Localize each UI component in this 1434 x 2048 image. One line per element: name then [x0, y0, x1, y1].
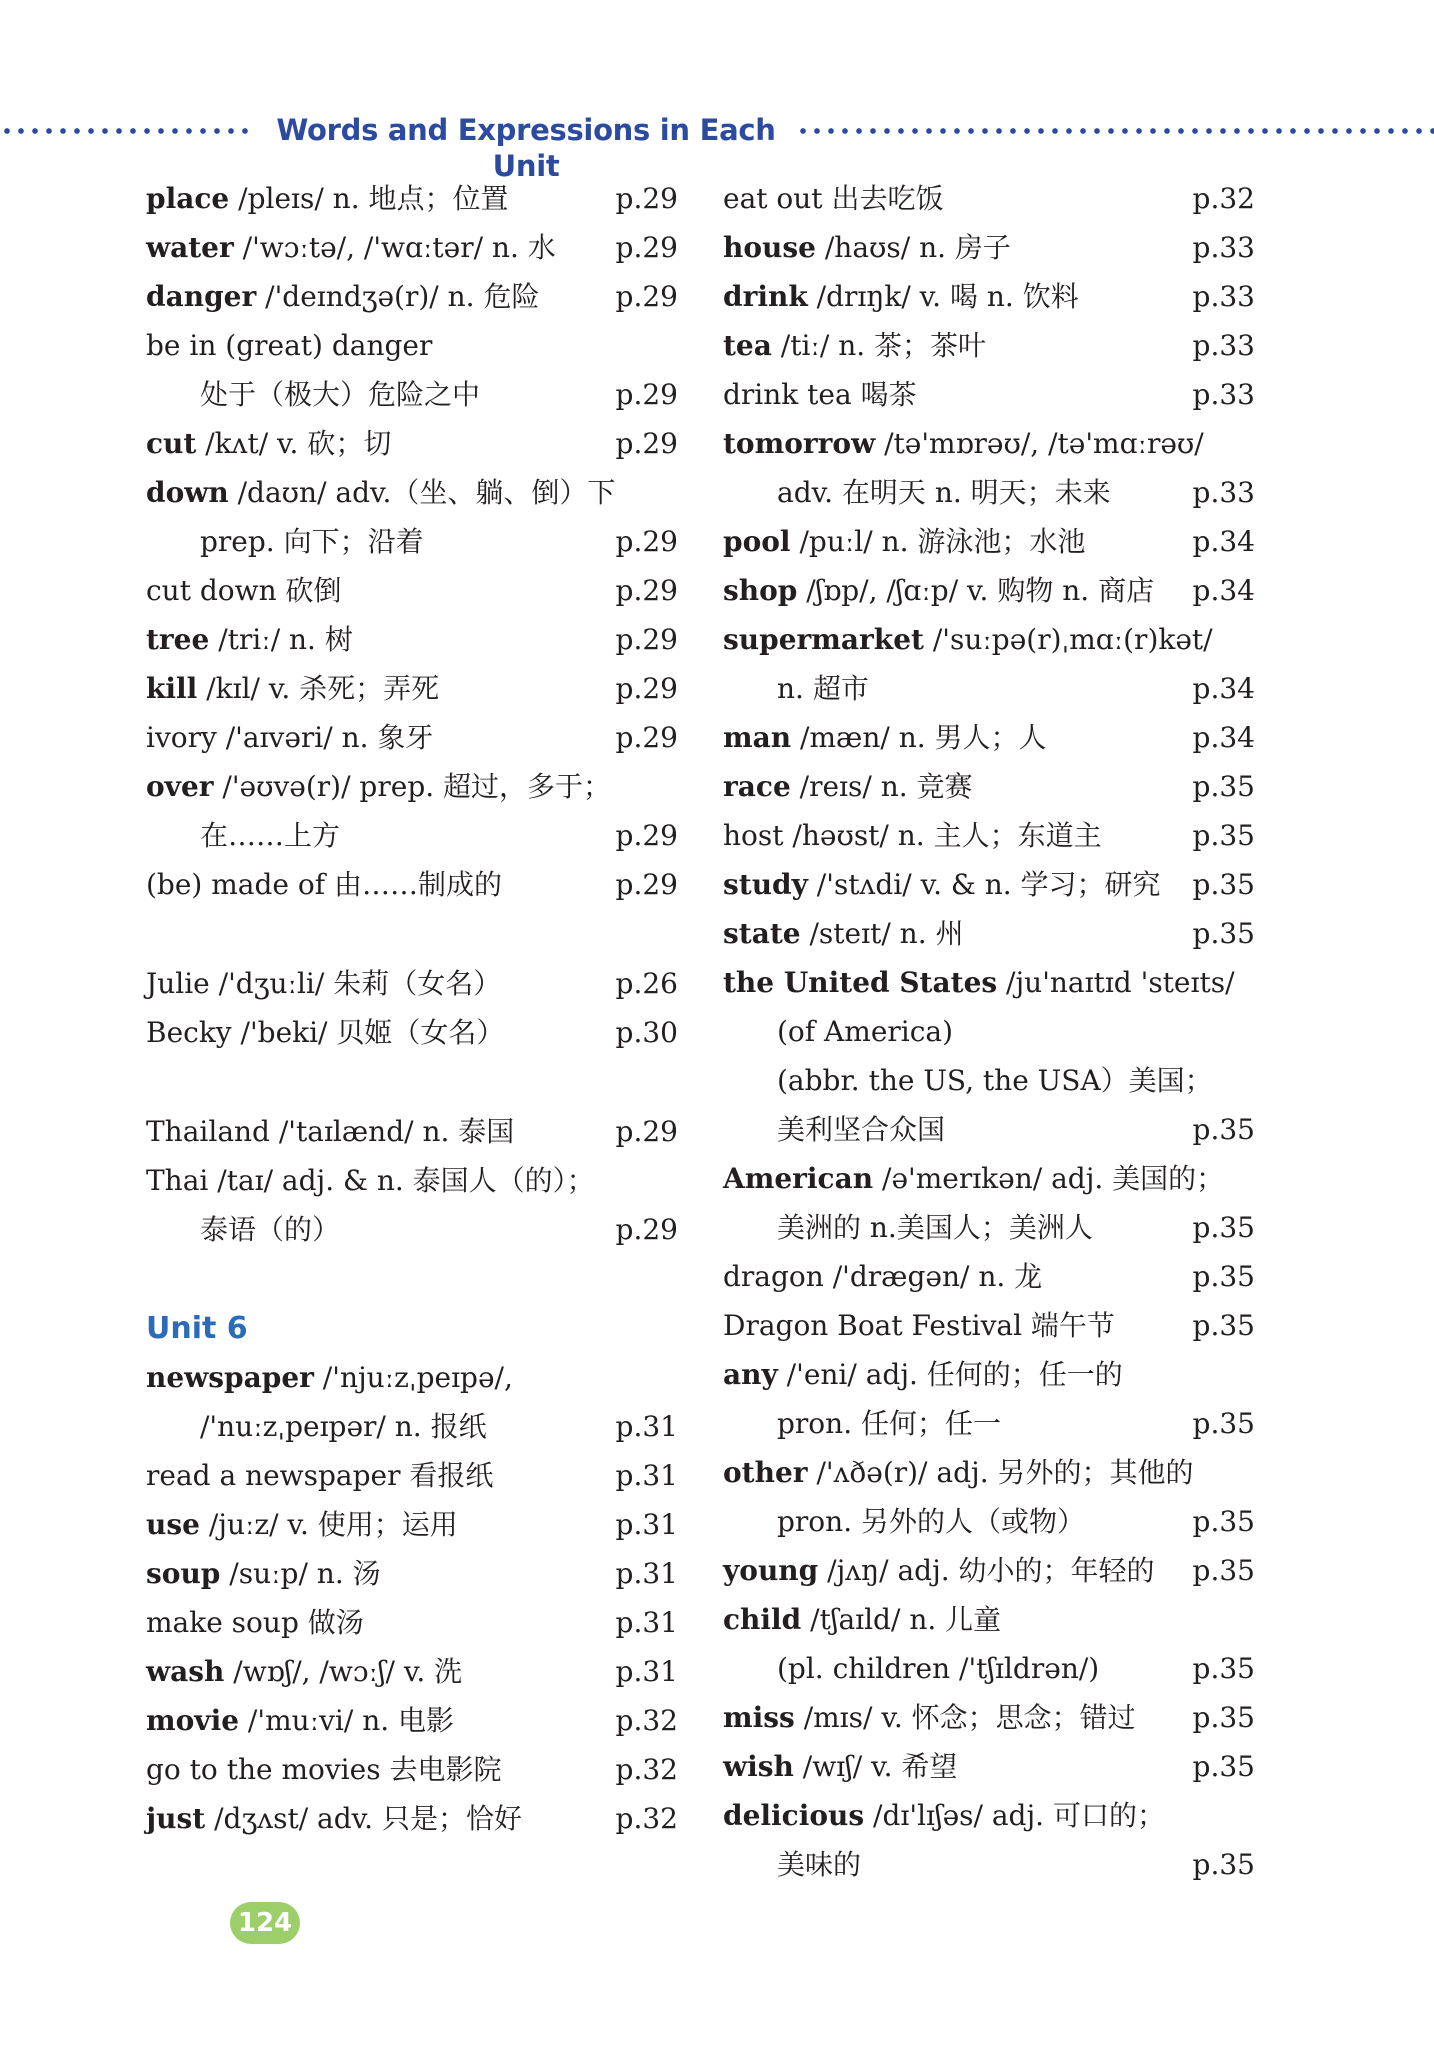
page-reference: p.29 — [615, 672, 678, 705]
entry-text — [146, 1205, 340, 1254]
page-reference: p.33 — [1192, 329, 1255, 362]
page-reference: p.29 — [615, 525, 678, 558]
entry-text — [146, 272, 539, 321]
vocab-entry — [146, 468, 678, 517]
definition: /ju'naɪtɪd 'steɪts/ — [997, 966, 1235, 999]
headword: man — [723, 721, 792, 754]
right-column — [723, 174, 1255, 1889]
definition: 在……上方 — [200, 819, 341, 852]
headword: place — [146, 182, 230, 215]
headword: child — [723, 1603, 802, 1636]
headword: state — [723, 917, 801, 950]
entry-text — [146, 566, 342, 615]
header-dots-left — [0, 128, 252, 134]
definition: Thai /taɪ/ adj. & n. 泰国人（的）； — [146, 1164, 595, 1197]
page-reference: p.32 — [615, 1753, 678, 1786]
definition: /haʊs/ n. 房子 — [815, 231, 1011, 264]
page-reference: p.29 — [615, 182, 678, 215]
page-number-badge: 124 — [230, 1902, 300, 1944]
definition: prep. 向下；沿着 — [200, 525, 424, 558]
entry-text — [146, 1794, 522, 1843]
headword: shop — [723, 574, 798, 607]
entry-text — [146, 1451, 493, 1500]
definition: /tə'mɒrəʊ/, /tə'mɑːrəʊ/ — [875, 427, 1204, 460]
left-column — [146, 174, 678, 1843]
definition: (pl. children /'tʃɪldrən/) — [777, 1652, 1100, 1685]
headword: drink — [723, 280, 808, 313]
page-reference: p.33 — [1192, 476, 1255, 509]
definition: /dɪ'lɪʃəs/ adj. 可口的； — [864, 1799, 1165, 1832]
vocab-entry — [146, 370, 678, 419]
entry-text — [723, 1791, 1165, 1840]
vocab-entry — [146, 1107, 678, 1156]
headword: American — [723, 1162, 874, 1195]
vocab-entry — [723, 1840, 1255, 1889]
page-reference: p.32 — [1192, 182, 1255, 215]
page-title: Words and Expressions in Each Unit — [276, 113, 776, 183]
entry-text — [146, 1156, 595, 1205]
vocab-entry — [723, 272, 1255, 321]
vocab-entry — [146, 762, 678, 811]
vocab-entry — [146, 1500, 678, 1549]
headword: water — [146, 231, 234, 264]
entry-text — [146, 762, 612, 811]
entry-text — [146, 370, 480, 419]
page-reference: p.35 — [1192, 1554, 1255, 1587]
page-reference: p.35 — [1192, 1750, 1255, 1783]
vocab-entry — [146, 223, 678, 272]
definition: /kɪl/ v. 杀死；弄死 — [197, 672, 440, 705]
definition: /reɪs/ n. 竞赛 — [790, 770, 973, 803]
headword: miss — [723, 1701, 795, 1734]
vocab-entry — [146, 1598, 678, 1647]
definition: 泰语（的） — [200, 1213, 341, 1246]
vocab-entry — [723, 566, 1255, 615]
vocab-entry — [723, 419, 1255, 468]
entry-text — [146, 321, 432, 370]
entry-text — [723, 1105, 945, 1154]
entry-text — [723, 664, 869, 713]
entry-text — [146, 959, 501, 1008]
vocab-entry — [723, 517, 1255, 566]
headword: danger — [146, 280, 257, 313]
page-reference: p.31 — [615, 1655, 678, 1688]
vocab-entry — [723, 664, 1255, 713]
definition: /'ʌðə(r)/ adj. 另外的；其他的 — [807, 1456, 1194, 1489]
definition: Dragon Boat Festival 端午节 — [723, 1309, 1115, 1342]
header-bar — [0, 112, 1434, 183]
vocab-entry — [146, 419, 678, 468]
vocab-entry — [723, 958, 1255, 1007]
page-reference: p.31 — [615, 1410, 678, 1443]
entry-text — [723, 713, 1047, 762]
entry-text — [146, 223, 556, 272]
page-reference: p.34 — [1192, 525, 1255, 558]
spacer — [146, 909, 678, 959]
entry-text — [146, 1500, 458, 1549]
definition: Thailand /'taɪlænd/ n. 泰国 — [146, 1115, 515, 1148]
vocab-entry — [146, 1794, 678, 1843]
page-reference: p.29 — [615, 427, 678, 460]
vocab-entry — [723, 1105, 1255, 1154]
unit-heading: Unit 6 — [146, 1311, 248, 1346]
page-reference: p.35 — [1192, 1505, 1255, 1538]
entry-text — [146, 713, 433, 762]
entry-text — [146, 1696, 454, 1745]
vocab-entry — [723, 1399, 1255, 1448]
entry-text — [146, 419, 391, 468]
vocab-entry — [146, 272, 678, 321]
page-reference: p.29 — [615, 623, 678, 656]
entry-text — [723, 174, 943, 223]
definition: Becky /'beki/ 贝姬（女名） — [146, 1016, 505, 1049]
headword: soup — [146, 1557, 221, 1590]
vocab-entry — [146, 566, 678, 615]
definition: /'njuːzˌpeɪpə/, — [313, 1361, 513, 1394]
entry-text — [723, 321, 986, 370]
definition: (abbr. the US, the USA）美国； — [777, 1064, 1213, 1097]
entry-text — [723, 958, 1235, 1007]
vocab-entry — [146, 1402, 678, 1451]
entry-text — [146, 1107, 514, 1156]
entry-text — [723, 223, 1011, 272]
entry-text — [723, 1448, 1194, 1497]
definition: ivory /'aɪvəri/ n. 象牙 — [146, 721, 434, 754]
entry-text — [723, 1301, 1115, 1350]
vocab-entry — [146, 1696, 678, 1745]
entry-text — [146, 174, 509, 223]
headword: cut — [146, 427, 197, 460]
vocab-entry — [723, 1350, 1255, 1399]
definition: 美洲的 n.美国人；美洲人 — [777, 1211, 1093, 1244]
definition: 美味的 — [777, 1848, 862, 1881]
page-reference: p.31 — [615, 1606, 678, 1639]
vocab-entry — [146, 1451, 678, 1500]
definition: /juːz/ v. 使用；运用 — [199, 1508, 458, 1541]
definition: (be) made of 由……制成的 — [146, 868, 503, 901]
header-dots-right — [796, 128, 1434, 134]
vocab-entry — [723, 223, 1255, 272]
entry-text — [723, 1007, 953, 1056]
vocab-entry — [146, 1549, 678, 1598]
page-reference: p.35 — [1192, 1407, 1255, 1440]
headword: tea — [723, 329, 772, 362]
entry-text — [723, 762, 973, 811]
page-reference: p.35 — [1192, 770, 1255, 803]
entry-text — [723, 1840, 861, 1889]
entry-text — [723, 272, 1079, 321]
page-reference: p.29 — [615, 280, 678, 313]
headword: young — [723, 1554, 819, 1587]
page-reference: p.29 — [615, 574, 678, 607]
page-reference: p.29 — [615, 1115, 678, 1148]
definition: be in (great) danger — [146, 329, 433, 362]
entry-text — [723, 1693, 1136, 1742]
headword: delicious — [723, 1799, 865, 1832]
definition: /jʌŋ/ adj. 幼小的；年轻的 — [818, 1554, 1155, 1587]
entry-text — [723, 370, 917, 419]
entry-text — [723, 517, 1085, 566]
definition: adv. 在明天 n. 明天；未来 — [777, 476, 1111, 509]
definition: /dʒʌst/ adv. 只是；恰好 — [205, 1802, 522, 1835]
entry-text — [146, 468, 616, 517]
vocab-entry — [723, 1448, 1255, 1497]
headword: tomorrow — [723, 427, 876, 460]
entry-text — [146, 1549, 381, 1598]
headword: house — [723, 231, 816, 264]
definition: Julie /'dʒuːli/ 朱莉（女名） — [146, 967, 502, 1000]
entry-text — [723, 1203, 1093, 1252]
definition: /ʃɒp/, /ʃɑːp/ v. 购物 n. 商店 — [797, 574, 1155, 607]
headword: supermarket — [723, 623, 924, 656]
definition: /mæn/ n. 男人；人 — [791, 721, 1047, 754]
page-reference: p.29 — [615, 868, 678, 901]
page-reference: p.35 — [1192, 1113, 1255, 1146]
entry-text — [723, 1154, 1225, 1203]
definition: /'əʊvə(r)/ prep. 超过，多于； — [213, 770, 612, 803]
entry-text — [723, 419, 1204, 468]
page-reference: p.29 — [615, 819, 678, 852]
page-reference: p.34 — [1192, 574, 1255, 607]
vocab-entry — [723, 1252, 1255, 1301]
page-reference: p.33 — [1192, 378, 1255, 411]
definition: /ə'merɪkən/ adj. 美国的； — [873, 1162, 1225, 1195]
vocab-entry — [146, 1205, 678, 1254]
page-reference: p.33 — [1192, 231, 1255, 264]
headword: use — [146, 1508, 200, 1541]
vocab-entry — [723, 811, 1255, 860]
vocab-entry — [146, 517, 678, 566]
definition: /'wɔːtə/, /'wɑːtər/ n. 水 — [233, 231, 556, 264]
vocab-entry — [723, 1154, 1255, 1203]
page-reference: p.29 — [615, 1213, 678, 1246]
definition: /daʊn/ adv.（坐、躺、倒）下 — [228, 476, 616, 509]
definition: (of America) — [777, 1015, 954, 1048]
entry-text — [146, 1647, 462, 1696]
vocab-entry — [146, 664, 678, 713]
definition: pron. 另外的人（或物） — [777, 1505, 1086, 1538]
entry-text — [723, 860, 1161, 909]
page-reference: p.32 — [615, 1704, 678, 1737]
page-reference: p.34 — [1192, 672, 1255, 705]
entry-text — [146, 1745, 501, 1794]
entry-text — [146, 1353, 513, 1402]
headword: newspaper — [146, 1361, 314, 1394]
page-reference: p.35 — [1192, 819, 1255, 852]
page-reference: p.35 — [1192, 1309, 1255, 1342]
headword: kill — [146, 672, 198, 705]
page-reference: p.34 — [1192, 721, 1255, 754]
entry-text — [146, 1598, 364, 1647]
definition: go to the movies 去电影院 — [146, 1753, 502, 1786]
headword: other — [723, 1456, 808, 1489]
page-reference: p.31 — [615, 1508, 678, 1541]
page-reference: p.35 — [1192, 917, 1255, 950]
vocab-entry — [146, 959, 678, 1008]
headword: the United States — [723, 966, 998, 999]
page-reference: p.35 — [1192, 1652, 1255, 1685]
definition: cut down 砍倒 — [146, 574, 342, 607]
definition: host /həʊst/ n. 主人；东道主 — [723, 819, 1102, 852]
vocab-entry — [723, 1742, 1255, 1791]
definition: /'nuːzˌpeɪpər/ n. 报纸 — [200, 1410, 487, 1443]
entry-text — [146, 1008, 504, 1057]
entry-text — [723, 811, 1102, 860]
page-reference: p.35 — [1192, 1260, 1255, 1293]
definition: /drɪŋk/ v. 喝 n. 饮料 — [807, 280, 1079, 313]
definition: /steɪt/ n. 州 — [800, 917, 964, 950]
entry-text — [146, 517, 424, 566]
vocab-entry — [723, 1546, 1255, 1595]
entry-text — [723, 1644, 1099, 1693]
definition: drink tea 喝茶 — [723, 378, 917, 411]
entry-text — [146, 1402, 487, 1451]
entry-text — [723, 566, 1154, 615]
headword: just — [146, 1802, 206, 1835]
page-reference: p.33 — [1192, 280, 1255, 313]
vocab-entry — [146, 811, 678, 860]
vocab-entry — [146, 321, 678, 370]
entry-text — [723, 1742, 957, 1791]
headword: pool — [723, 525, 791, 558]
entry-text — [723, 1546, 1155, 1595]
vocab-entry — [723, 713, 1255, 762]
headword: over — [146, 770, 214, 803]
entry-text — [723, 615, 1213, 664]
headword: wash — [146, 1655, 225, 1688]
headword: down — [146, 476, 229, 509]
vocab-entry — [723, 1007, 1255, 1056]
vocab-entry — [723, 1203, 1255, 1252]
vocab-entry — [146, 615, 678, 664]
entry-text — [723, 1252, 1042, 1301]
vocab-entry — [146, 1353, 678, 1402]
definition: eat out 出去吃饭 — [723, 182, 944, 215]
page-reference: p.32 — [615, 1802, 678, 1835]
headword: wish — [723, 1750, 794, 1783]
definition: make soup 做汤 — [146, 1606, 364, 1639]
definition: dragon /'drægən/ n. 龙 — [723, 1260, 1043, 1293]
entry-text — [723, 1595, 1001, 1644]
definition: /mɪs/ v. 怀念；思念；错过 — [794, 1701, 1136, 1734]
page-reference: p.35 — [1192, 1211, 1255, 1244]
vocab-entry — [723, 762, 1255, 811]
vocab-entry — [723, 174, 1255, 223]
vocab-entry — [146, 1156, 678, 1205]
vocab-entry — [146, 1008, 678, 1057]
entry-text — [723, 909, 964, 958]
definition: /'deɪndʒə(r)/ n. 危险 — [256, 280, 540, 313]
vocab-entry — [723, 909, 1255, 958]
definition: pron. 任何；任一 — [777, 1407, 1002, 1440]
entry-text — [146, 664, 439, 713]
headword: study — [723, 868, 808, 901]
page-reference: p.29 — [615, 378, 678, 411]
vocab-entry — [723, 468, 1255, 517]
definition: 处于（极大）危险之中 — [200, 378, 481, 411]
vocab-entry — [146, 174, 678, 223]
page-reference: p.35 — [1192, 868, 1255, 901]
entry-text — [723, 1399, 1001, 1448]
definition: /suːp/ n. 汤 — [220, 1557, 381, 1590]
definition: 美利坚合众国 — [777, 1113, 946, 1146]
vocab-entry — [146, 860, 678, 909]
page-reference: p.30 — [615, 1016, 678, 1049]
entry-text — [723, 1350, 1123, 1399]
headword: race — [723, 770, 791, 803]
headword: tree — [146, 623, 210, 656]
vocab-entry — [723, 1301, 1255, 1350]
vocab-entry — [723, 1056, 1255, 1105]
definition: /'stʌdi/ v. & n. 学习；研究 — [807, 868, 1161, 901]
entry-text — [146, 860, 502, 909]
definition: /tʃaɪld/ n. 儿童 — [801, 1603, 1002, 1636]
page-reference: p.35 — [1192, 1848, 1255, 1881]
entry-text — [723, 1497, 1085, 1546]
page-reference: p.29 — [615, 231, 678, 264]
vocab-entry — [146, 1647, 678, 1696]
spacer — [146, 1057, 678, 1107]
vocab-entry — [723, 370, 1255, 419]
vocab-entry — [723, 1497, 1255, 1546]
vocab-entry — [723, 321, 1255, 370]
definition: /pleɪs/ n. 地点；位置 — [229, 182, 509, 215]
entry-text — [723, 468, 1111, 517]
definition: /'eni/ adj. 任何的；任一的 — [777, 1358, 1123, 1391]
definition: /puːl/ n. 游泳池；水池 — [790, 525, 1086, 558]
headword: any — [723, 1358, 778, 1391]
definition: /wɪʃ/ v. 希望 — [793, 1750, 958, 1783]
page-reference: p.29 — [615, 721, 678, 754]
vocab-entry — [723, 1595, 1255, 1644]
spacer — [146, 1254, 678, 1304]
headword: movie — [146, 1704, 240, 1737]
definition: /'muːvi/ n. 电影 — [239, 1704, 455, 1737]
page-reference: p.26 — [615, 967, 678, 1000]
entry-text — [146, 615, 353, 664]
page-reference: p.31 — [615, 1459, 678, 1492]
definition: /tiː/ n. 茶；茶叶 — [771, 329, 987, 362]
definition: /kʌt/ v. 砍；切 — [196, 427, 392, 460]
definition: /'suːpə(r)ˌmɑː(r)kət/ — [923, 623, 1213, 656]
definition: /wɒʃ/, /wɔːʃ/ v. 洗 — [224, 1655, 463, 1688]
vocab-entry — [723, 615, 1255, 664]
vocab-entry — [723, 1644, 1255, 1693]
vocab-entry — [723, 860, 1255, 909]
page-reference: p.35 — [1192, 1701, 1255, 1734]
entry-text — [146, 811, 340, 860]
definition: n. 超市 — [777, 672, 869, 705]
definition: read a newspaper 看报纸 — [146, 1459, 494, 1492]
vocab-entry — [723, 1791, 1255, 1840]
definition: /triː/ n. 树 — [209, 623, 353, 656]
vocab-entry — [146, 713, 678, 762]
page-reference: p.31 — [615, 1557, 678, 1590]
vocab-entry — [723, 1693, 1255, 1742]
vocab-entry — [146, 1745, 678, 1794]
entry-text — [723, 1056, 1213, 1105]
